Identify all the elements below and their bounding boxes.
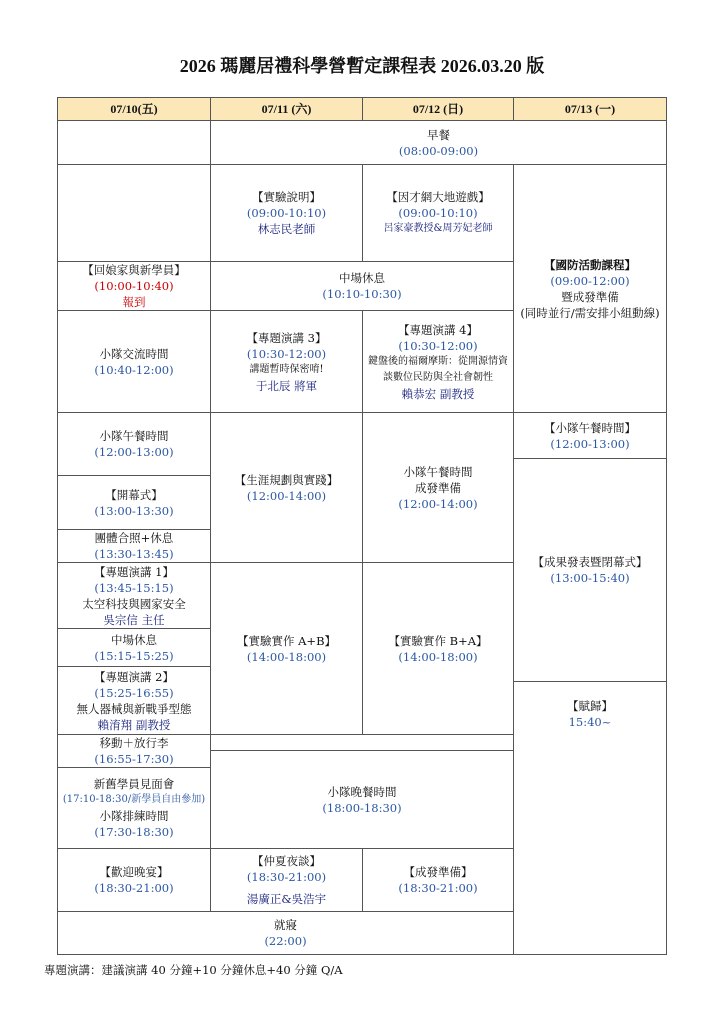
event-name: 移動＋放行李 (99, 736, 169, 750)
career-cell (211, 413, 363, 563)
event-name: 【開幕式】 (105, 487, 163, 502)
event-time: (10:30-12:00) (398, 338, 478, 353)
mid-break-cell (58, 629, 211, 667)
event-name: 小隊交流時間 (99, 346, 169, 361)
speaker: 林志民老師 (257, 222, 316, 236)
event-time: (09:00-12:00) (550, 273, 630, 288)
event-time: (15:15-15:25) (94, 648, 174, 663)
event-name: 新舊學員見面會 (93, 777, 175, 791)
event-note: 成發準備 (415, 480, 461, 495)
event-time: (22:00) (264, 934, 307, 948)
night-talk-cell (211, 849, 363, 912)
lecture1-cell (58, 563, 211, 629)
event-time: (16:55-17:30) (94, 752, 174, 766)
event-note: 暨成發準備 (561, 289, 619, 304)
event-name: 早餐 (427, 127, 450, 142)
schedule-table (57, 97, 667, 955)
event-name: 【實驗說明】 (252, 190, 321, 204)
bedtime-cell (58, 912, 514, 955)
event-name: 中場休息 (339, 271, 385, 285)
speaker: 吳宗信 主任 (103, 612, 165, 627)
return-home-cell (58, 262, 211, 311)
event-name: 【成發準備】 (403, 865, 473, 879)
event-time: (15:25-16:55) (94, 685, 174, 700)
move-luggage-cell (58, 735, 211, 768)
event-time: (09:00-10:10) (398, 206, 478, 220)
event-time: (12:00-13:00) (94, 445, 174, 459)
event-time: (14:00-18:00) (246, 649, 327, 664)
event-time: (17:10-18:30/新學員自由參加) (62, 794, 206, 805)
event-name: 小隊午餐時間 (403, 464, 473, 479)
speaker: 賴恭宏 副教授 (401, 386, 475, 401)
event-name: 就寢 (274, 918, 297, 932)
return-trip-cell (514, 682, 667, 955)
exp-ba-cell (363, 563, 514, 735)
results-closing-cell (514, 459, 667, 682)
lunch-cell (58, 413, 211, 476)
empty-cell (58, 165, 211, 262)
lecture3-cell (211, 311, 363, 413)
event-time: (10:00-10:40) (94, 279, 174, 293)
event-name: 【賦歸】 (567, 699, 613, 713)
event-name: 小隊排練時間 (99, 809, 169, 823)
event-time: 15:40~ (568, 715, 612, 729)
event-name: 【國防活動課程】 (544, 257, 636, 272)
event-name: 【專題演講 1】 (94, 564, 174, 579)
yincai-game-cell (363, 165, 514, 262)
event-time: (12:00-14:00) (246, 488, 327, 503)
event-name: 【小隊午餐時間】 (544, 420, 636, 435)
footnote: 專題演講：建議演講 40 分鐘+10 分鐘休息+40 分鐘 Q/A (44, 963, 343, 977)
breakfast-cell (211, 121, 667, 165)
event-name: 【專題演講 3】 (246, 330, 327, 345)
event-name: 【成果發表暨閉幕式】 (532, 555, 648, 569)
page-title: 2026 瑪麗居禮科學營暫定課程表 2026.03.20 版 (179, 56, 545, 76)
event-time: (12:00-14:00) (398, 496, 478, 511)
event-name: 【專題演講 4】 (398, 322, 478, 337)
exp-ab-cell (211, 563, 363, 735)
speaker: 賴淯翔 副教授 (97, 717, 171, 732)
lunch-cell (363, 413, 514, 563)
lecture-topic: 無人器械與新戰爭型態 (76, 701, 192, 716)
prep-cell (363, 849, 514, 912)
lecture4-cell (363, 311, 514, 413)
lecture-topic: 太空科技與國家安全 (82, 596, 186, 611)
event-name: 【因才網大地遊戲】 (386, 190, 490, 204)
event-time: (08:00-09:00) (398, 143, 479, 158)
event-time: (10:10-10:30) (322, 287, 402, 301)
speaker: 呂家豪教授&周芳妃老師 (383, 223, 493, 234)
group-photo-cell (58, 530, 211, 563)
event-time: (17:30-18:30) (94, 825, 174, 839)
header-row (58, 98, 667, 121)
event-name: 【生涯規劃與實踐】 (234, 472, 339, 487)
event-time: (18:30-21:00) (398, 881, 478, 895)
event-time: (10:30-12:00) (246, 346, 327, 361)
dinner-cell (211, 751, 514, 849)
event-name: 中場休息 (111, 632, 157, 647)
speaker: 湯廣正&吳浩宇 (246, 892, 327, 906)
lecture-topic: 鍵盤後的福爾摩斯：從開源情資談數位民防與全社會韌性 (368, 355, 508, 383)
day-header: 07/11 (六) (211, 98, 363, 121)
day-header: 07/12 (日) (363, 98, 514, 121)
event-note: 報到 (122, 295, 146, 309)
lecture2-cell (58, 667, 211, 735)
event-time: (13:45-15:15) (94, 580, 174, 595)
event-time: (13:30-13:45) (94, 547, 174, 561)
event-time: (10:40-12:00) (94, 362, 174, 377)
mid-break-cell (211, 262, 514, 311)
event-name: 【實驗實作 A+B】 (236, 633, 337, 648)
event-name: 【實驗實作 B+A】 (388, 633, 488, 648)
opening-cell (58, 476, 211, 530)
event-time: (18:30-21:00) (246, 870, 327, 884)
event-time: (12:00-13:00) (550, 436, 630, 451)
event-time: (13:00-15:40) (550, 571, 630, 585)
exp-intro-cell (211, 165, 363, 262)
speaker: 于北辰 將軍 (255, 378, 318, 393)
event-name: 【回娘家與新學員】 (82, 263, 186, 277)
event-time: (14:00-18:00) (398, 649, 478, 664)
event-name: 小隊午餐時間 (99, 429, 169, 443)
day-header: 07/10(五) (58, 98, 211, 121)
defense-course-cell (514, 165, 667, 413)
event-time: (18:30-21:00) (94, 881, 174, 895)
meet-rehearsal-cell (58, 768, 211, 849)
event-time: (13:00-13:30) (94, 503, 174, 518)
lecture-topic: 講題暫時保密唷! (249, 363, 324, 375)
event-name: 【歡迎晚宴】 (99, 865, 169, 879)
event-time: (18:00-18:30) (322, 800, 402, 815)
welcome-dinner-cell (58, 849, 211, 912)
event-name: 【專題演講 2】 (94, 669, 174, 684)
day-header: 07/13 (一) (514, 98, 667, 121)
event-name: 【仲夏夜談】 (252, 854, 321, 868)
event-name: 團體合照+休息 (94, 531, 174, 545)
team-talk-cell (58, 311, 211, 413)
empty-cell (58, 121, 211, 165)
event-note: (同時並行/需安排小組動線) (520, 305, 660, 320)
event-time: (09:00-10:10) (246, 206, 327, 220)
event-name: 小隊晚餐時間 (327, 784, 397, 799)
lunch-cell (514, 413, 667, 459)
